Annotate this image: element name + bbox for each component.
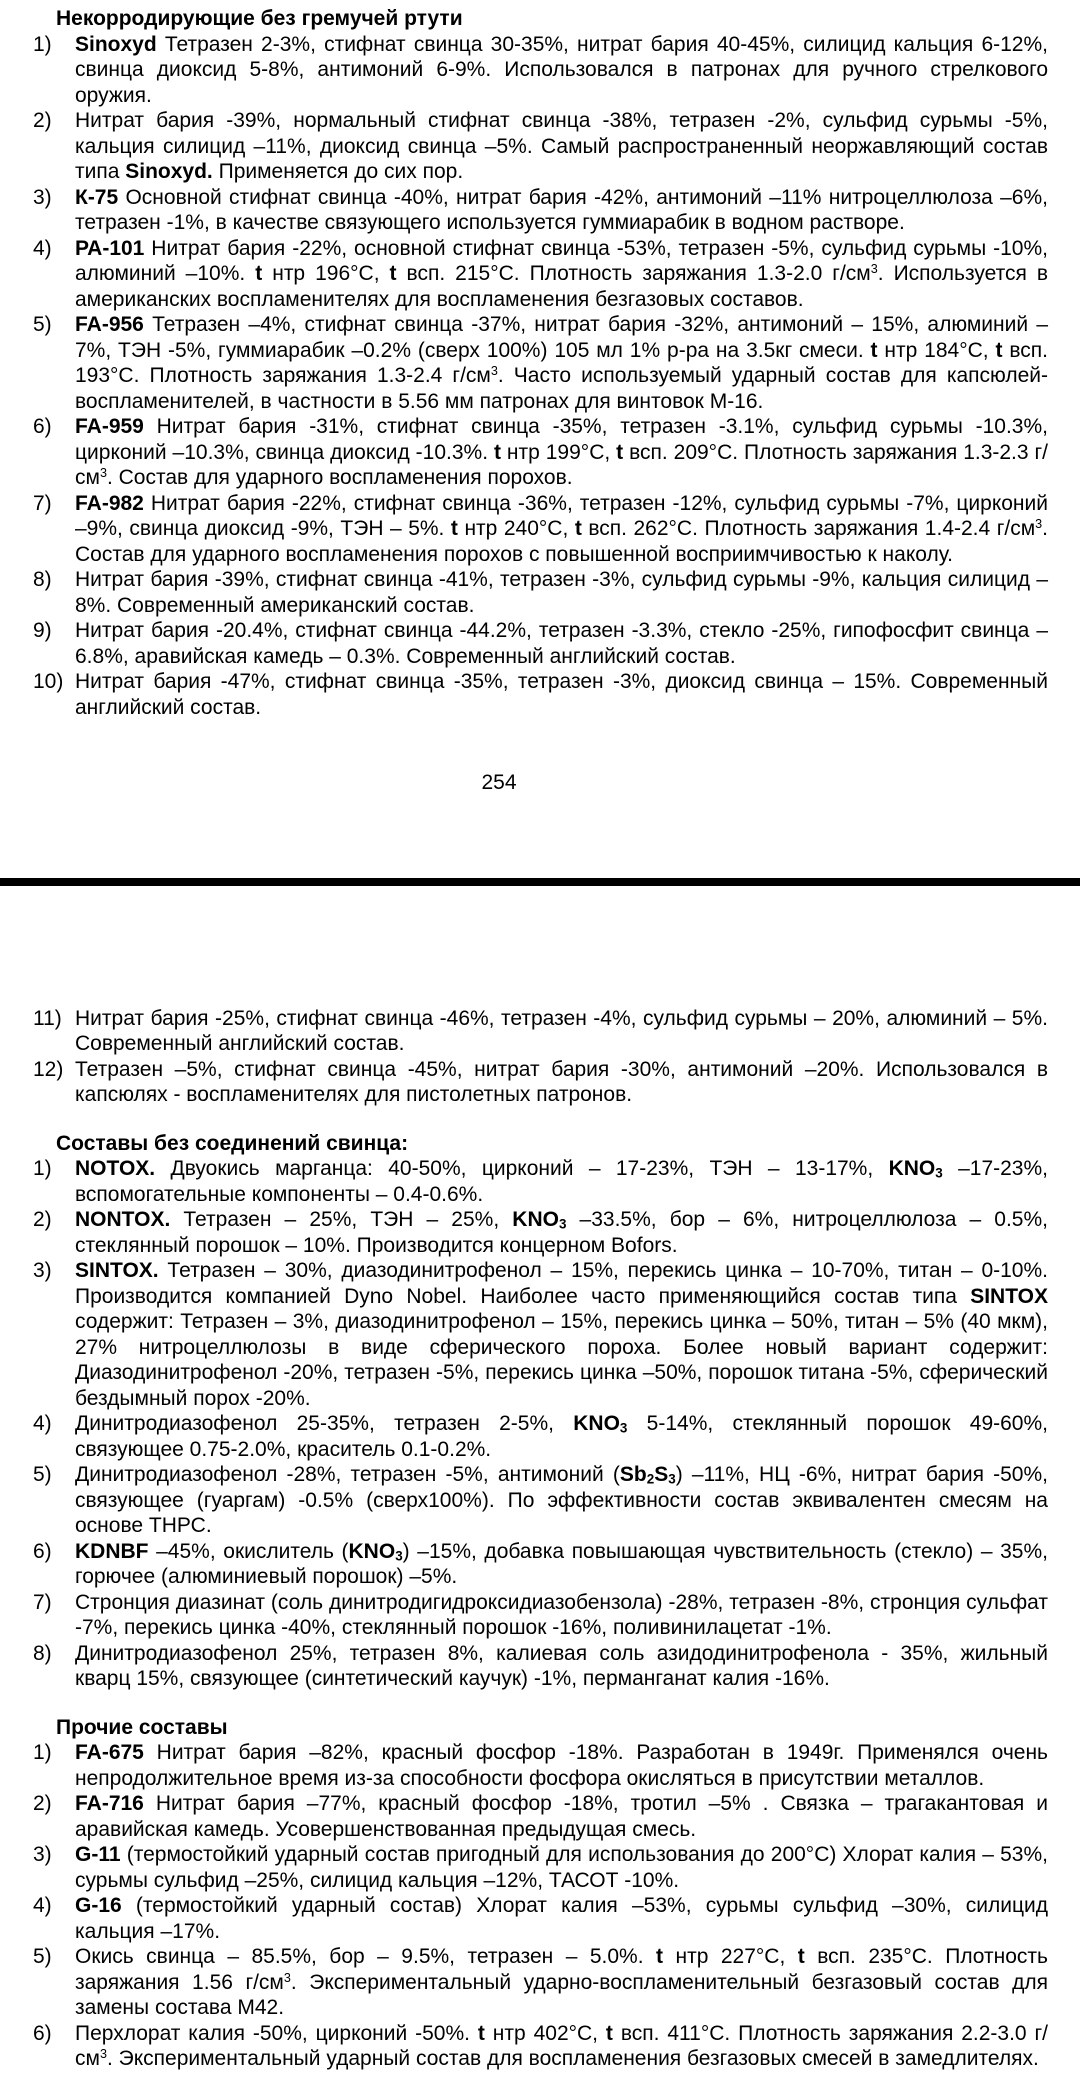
list-item-text: NONTOX. Тетразен – 25%, ТЭН – 25%, $KNO_3$ –33.5%, бор – 6%, нитроцеллюлоза – 0.5%, стеклянный порошок – 10%. Производится концерном Bofors. [75,1208,1048,1257]
list-item-text: FA-956 Тетразен –4%, стифнат свинца -37%, нитрат бария -32%, антимоний – 15%, алюминий –7%, ТЭН -5%, гуммиарабик –0.2% (сверх 100%) 105 мл 1% р-ра на 3.5кг смеси. t нтр 184°С, t всп. 193°С. Плотность заряжания 1.3-2.4 $г/см^3$. Часто используемый ударный состав для капсюлей-воспламенителей, в частности в 5.56 мм патронах для винтовок М-16. [75,313,1049,413]
list-item-number: 12) [33,1057,64,1081]
list-item [33,2021,1048,2072]
list-item-text: FA-675 Нитрат бария –82%, красный фосфор -18%. Разработан в 1949г. Применялся очень непродолжительное время из-за способности фосфора окисляться в присутствии металлов. [75,1741,1048,1790]
list-item [33,108,1048,185]
list-item [33,236,1048,313]
list-item-number: 2) [33,1792,52,1815]
list-item [33,312,1048,414]
list-item [33,1842,1048,1893]
list-item-number: 1) [33,1157,52,1180]
list-item-number: 5) [33,1945,52,1968]
list-item-text: G-16 (термостойкий ударный состав) Хлорат калия –53%, сурьмы сульфид –30%, силицид кальция –17%. [75,1894,1048,1943]
list-item-text: NOTOX. Двуокись марганца: 40-50%, цирконий – 17-23%, ТЭН – 13-17%, $KNO_3$ –17-23%, вспомогательные компоненты – 0.4-0.6%. [75,1157,1048,1206]
list-item [33,1791,1048,1842]
list-item [33,1893,1048,1944]
list-item-number: 11) [33,1006,62,1030]
list-item-number: 7) [33,491,52,515]
list-item-text: Динитродиазофенол 25%, тетразен 8%, калиевая соль азидодинитрофенола - 35%, жильный кварц 15%, связующее (синтетический каучук) -1%, перманганат калия -16%. [75,1641,1048,1690]
lead-free-section-heading: Составы без соединений свинца: [56,1131,409,1155]
list-item-number: 4) [33,1412,52,1435]
list-item [33,567,1048,618]
list-item [33,1006,1048,1057]
list-item [33,618,1048,669]
page-divider [0,878,1080,886]
page-254-heading: Некорродирующие без гремучей ртути [56,7,463,30]
list-item-number: 2) [33,1208,52,1231]
list-item-text: Перхлорат калия -50%, цирконий -50%. t нтр 402°С, t всп. 411°С. Плотность заряжания 2.2-3.0 $г/см^3$. Экспериментальный ударный состав для воспламенения безгазовых смесей в замедлителях. [75,2021,1048,2070]
list-item-text: KDNBF –45%, окислитель $(KNO_3)$ –15%, добавка повышающая чувствительность (стекло) – 35%, горючее (алюминиевый порошок) –5%. [75,1539,1048,1588]
list-item-number: 9) [33,619,52,642]
list-item-number: 3) [33,1843,52,1866]
list-item-text: G-11 (термостойкий ударный состав пригодный для использования до 200°С) Хлорат калия – 53%, сурьмы сульфид –25%, силицид кальция –12%, ТАСОТ -10%. [75,1843,1048,1892]
list-item [33,1207,1048,1258]
list-item [33,1641,1048,1692]
list-item-number: 6) [33,415,52,438]
list-item-text: FA-716 Нитрат бария –77%, красный фосфор -18%, тротил –5% . Связка – трагакантовая и аравийская камедь. Усовершенствованная предыдущая смесь. [75,1792,1048,1841]
list-item-number: 5) [33,313,52,336]
list-item [33,1462,1048,1539]
list-item-text: Нитрат бария -39%, нормальный стифнат свинца -38%, тетразен -2%, сульфид сурьмы -5%, кальция силицид –11%, диоксид свинца –5%. Самый распространенный неоржавляющий состав типа Sinoxyd. Применяется до сих пор. [75,109,1048,183]
list-item-number: 1) [33,1741,52,1764]
list-item-text: FA-982 Нитрат бария -22%, стифнат свинца -36%, тетразен -12%, сульфид сурьмы -7%, цирконий –9%, свинца диоксид -9%, ТЭН – 5%. t нтр 240°С, t всп. 262°С. Плотность заряжания 1.4-2.4 $г/см^3$. Состав для ударного воспламенения порохов с повышенной восприимчивостью к наколу. [75,491,1048,566]
list-item [33,669,1048,720]
list-item-text: Тетразен –5%, стифнат свинца -45%, нитрат бария -30%, антимоний –20%. Использовался в капсюлях - воспламенителях для пистолетных патронов. [75,1057,1048,1106]
list-item-number: 6) [33,2021,52,2045]
list-item-text: FA-959 Нитрат бария -31%, стифнат свинца -35%, тетразен -3.1%, сульфид сурьмы -10.3%, цирконий –10.3%, свинца диоксид -10.3%. t нтр 199°С, t всп. 209°С. Плотность заряжания 1.3-2.3 $г/см^3$. Состав для ударного воспламенения порохов. [75,415,1049,489]
list-item-number: 4) [33,1894,52,1917]
list-item [33,1539,1048,1590]
list-item-text: Нитрат бария -25%, стифнат свинца -46%, тетразен -4%, сульфид сурьмы – 20%, алюминий – 5%. Современный английский состав. [75,1006,1048,1055]
list-item-text: РА-101 Нитрат бария -22%, основной стифнат свинца -53%, тетразен -5%, сульфид сурьмы -10%, алюминий –10%. t нтр 196°С, t всп. 215°С. Плотность заряжания 1.3-2.0 $г/см^3$. Используется в американских воспламенителях для воспламенения безгазовых составов. [75,236,1048,311]
list-item-number: 3) [33,185,52,209]
list-item [33,1258,1048,1411]
list-item-text: Нитрат бария -20.4%, стифнат свинца -44.2%, тетразен -3.3%, стекло -25%, гипофосфит свинца – 6.8%, аравийская камедь – 0.3%. Современный английский состав. [75,619,1048,668]
list-item [33,32,1048,109]
list-item-text: Стронция диазинат (соль динитродигидроксидиазобензола) -28%, тетразен -8%, стронция сульфат -7%, перекись цинка -40%, стеклянный порошок -16%, поливинилацетат -1%. [75,1590,1048,1639]
book-page-254 [0,0,1080,796]
list-item-text: Sinoxyd Тетразен 2-3%, стифнат свинца 30-35%, нитрат бария 40-45%, силицид кальция 6-12%, свинца диоксид 5-8%, антимоний 6-9%. Использовался в патронах для ручного стрелкового оружия. [75,32,1048,107]
list-item-number: 1) [33,32,52,56]
list-item [33,185,1048,236]
list-item [33,414,1048,491]
list-item-number: 2) [33,109,52,132]
list-item-text: Окись свинца – 85.5%, бор – 9.5%, тетразен – 5.0%. t нтр 227°С, t всп. 235°С. Плотность заряжания 1.56 $г/см^3$. Экспериментальный ударно-воспламенительный безгазовый состав для замены состава М42. [75,1945,1048,2019]
list-item-number: 8) [33,568,52,591]
noncorroding-compositions-list [33,32,1048,721]
list-item-text: К-75 Основной стифнат свинца -40%, нитрат бария -42%, антимоний –11% нитроцеллюлоза –6%, тетразен -1%, в качестве связующего используется гуммиарабик в водном растворе. [75,185,1048,234]
page-number: 254 [481,771,517,794]
other-compositions-list [33,1740,1048,2072]
list-item-number: 7) [33,1590,52,1614]
list-item-number: 10) [33,670,64,693]
list-item-text: SINTOX. Тетразен – 30%, диазодинитрофенол – 15%, перекись цинка – 10-70%, титан – 0-10%. Производится компанией Dyno Nobel. Наиболее часто применяющийся состав типа SINTOX содержит: Тетразен – 3%, диазодинитрофенол – 15%, перекись цинка – 50%, титан – 5% (40 мкм), 27% нитроцеллюлозы в виде сферического пороха. Более новый вариант содержит: Диазодинитрофенол -20%, тетразен -5%, перекись цинка –50%, порошок титана -5%, сферический бездымный порох -20%. [75,1259,1048,1410]
list-item-number: 6) [33,1539,52,1563]
noncorroding-compositions-list-continued [33,1006,1048,1108]
list-item-text: Нитрат бария -39%, стифнат свинца -41%, тетразен -3%, сульфид сурьмы -9%, кальция силицид – 8%. Современный американский состав. [75,568,1048,617]
other-section-heading: Прочие составы [56,1715,228,1739]
lead-free-compositions-list [33,1156,1048,1692]
list-item-text: Нитрат бария -47%, стифнат свинца -35%, тетразен -3%, диоксид свинца – 15%. Современный английский состав. [75,670,1048,719]
list-item [33,1156,1048,1207]
book-page-255 [0,886,1080,2072]
list-item [33,1411,1048,1462]
list-item-text: Динитродиазофенол -28%, тетразен -5%, антимоний $(Sb_2S_3)$ –11%, НЦ -6%, нитрат бария -50%, связующее (гуаргам) -0.5% (сверх100%). По эффективности состав эквивалентен смесям на основе ТНРС. [75,1463,1048,1537]
list-item [33,1944,1048,2021]
list-item-number: 3) [33,1259,52,1282]
list-item [33,1740,1048,1791]
list-item-text: Динитродиазофенол 25-35%, тетразен 2-5%, $KNO_3$ 5-14%, стеклянный порошок 49-60%, связующее 0.75-2.0%, краситель 0.1-0.2%. [75,1412,1048,1461]
list-item-number: 8) [33,1641,52,1665]
list-item-number: 5) [33,1463,52,1486]
list-item [33,1590,1048,1641]
list-item [33,1057,1048,1108]
list-item-number: 4) [33,236,52,260]
list-item [33,491,1048,568]
